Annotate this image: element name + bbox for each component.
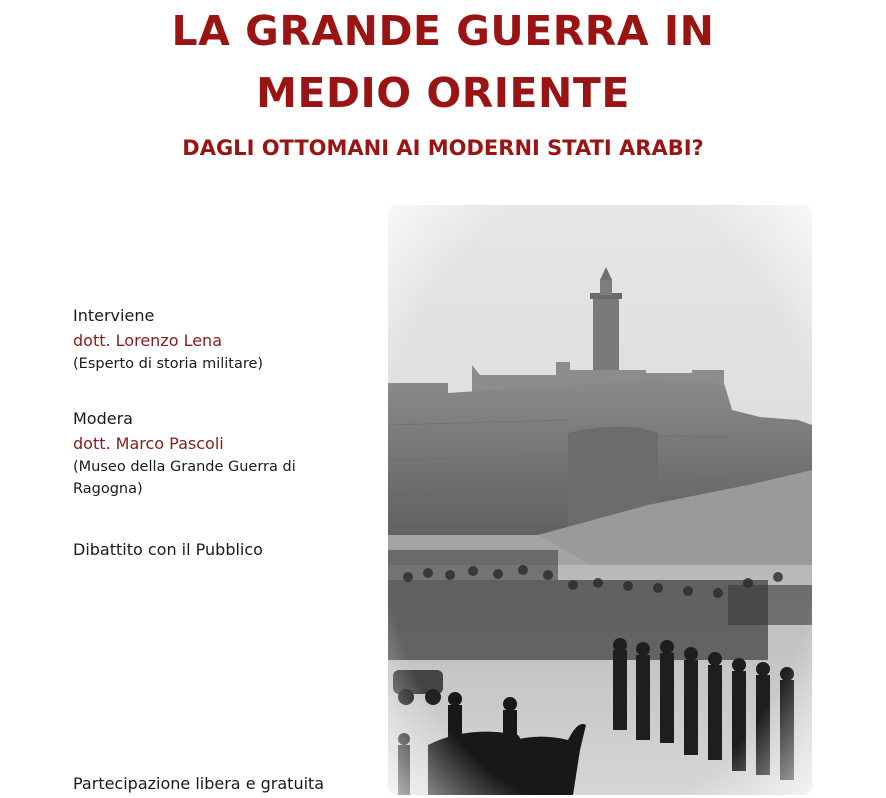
speaker-name: dott. Lorenzo Lena	[73, 331, 222, 350]
speaker-note: (Esperto di storia militare)	[73, 356, 264, 372]
event-subtitle: DAGLI OTTOMANI AI MODERNI STATI ARABI?	[182, 136, 704, 160]
moderator-block	[73, 406, 296, 500]
moderator-note-line1: (Museo della Grande Guerra di	[73, 459, 296, 475]
moderator-role: Modera	[73, 409, 133, 428]
speaker-role: Interviene	[73, 306, 155, 325]
moderator-note-line2: Ragogna)	[73, 481, 143, 497]
event-title-line1: LA GRANDE GUERRA IN	[171, 7, 715, 55]
participation-text: Partecipazione libera e gratuita	[73, 774, 325, 793]
moderator-name: dott. Marco Pascoli	[73, 434, 224, 453]
speaker-block	[73, 303, 263, 375]
event-title-line2: MEDIO ORIENTE	[256, 69, 630, 117]
debate-text: Dibattito con il Pubblico	[73, 540, 263, 559]
historical-photo	[388, 205, 812, 795]
